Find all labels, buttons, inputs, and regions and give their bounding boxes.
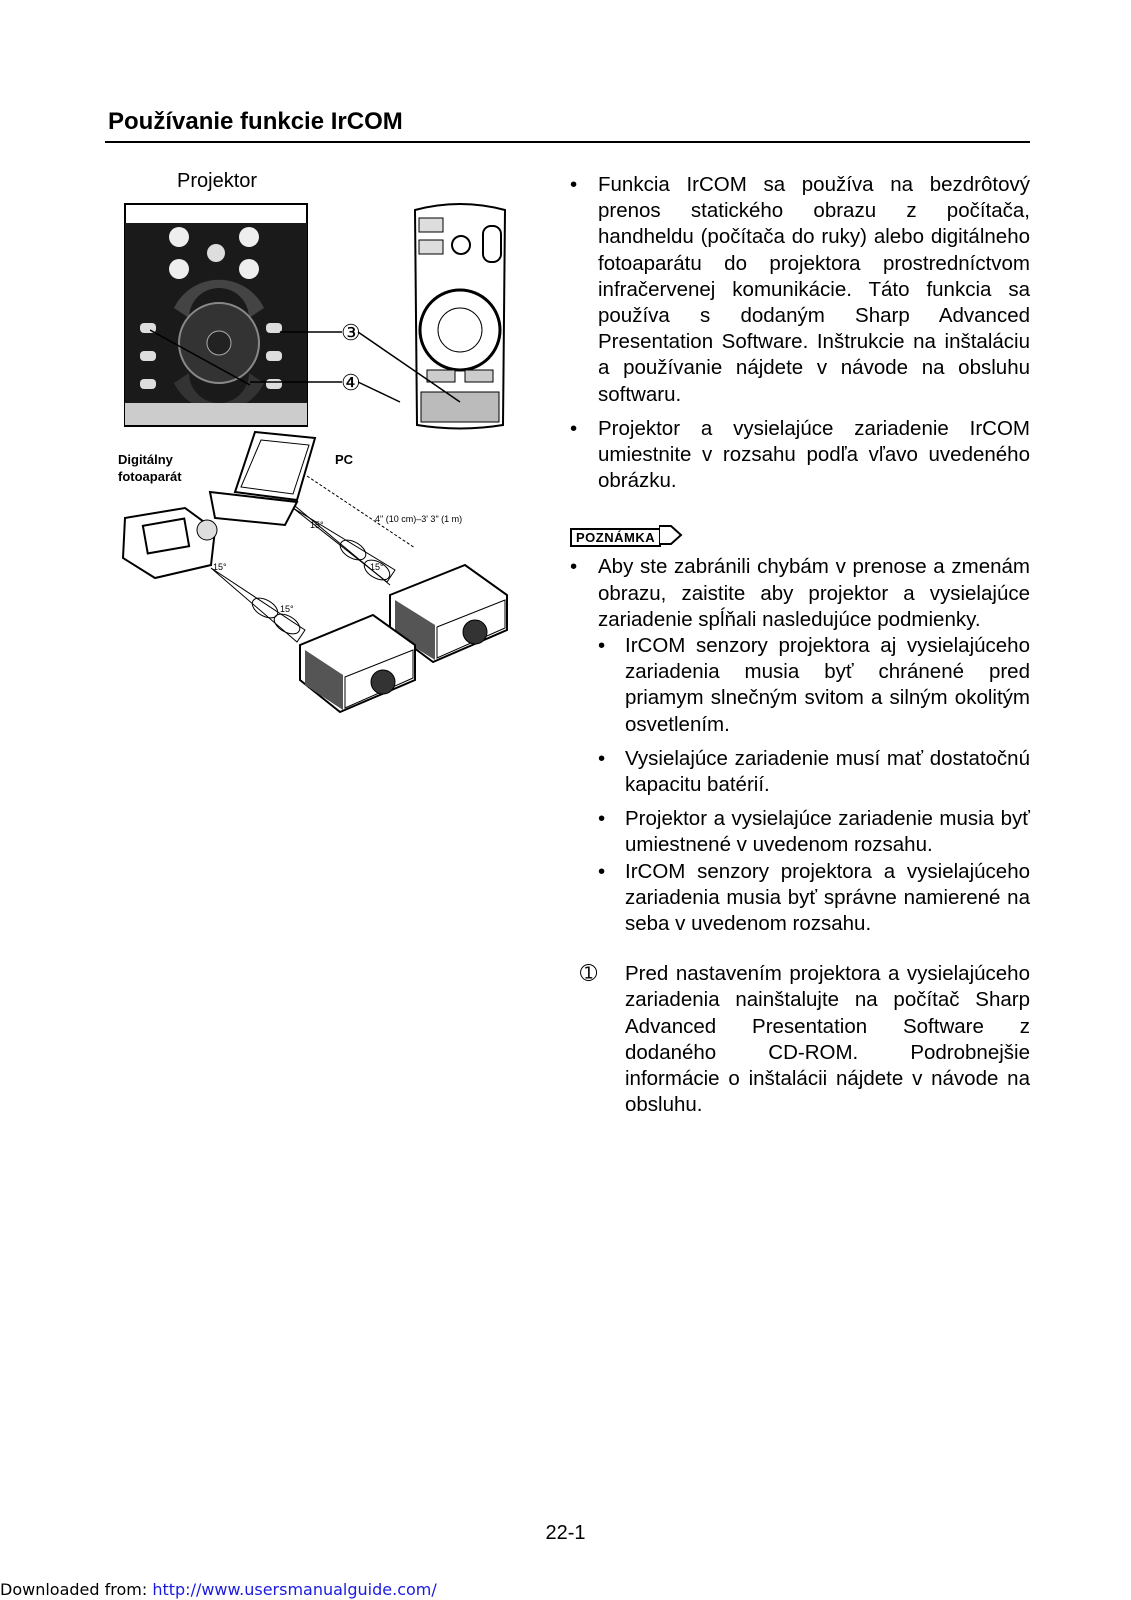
angle-label-1: 15° — [310, 520, 324, 530]
numbered-note — [570, 961, 1030, 1118]
bullet-marker: • — [598, 859, 606, 883]
camera-label-line-1: Digitálny — [118, 452, 173, 467]
bullet-marker: • — [598, 634, 606, 658]
sub-bullet-item — [570, 633, 1030, 738]
note-software-install: Pred nastavením projektora a vysielajúceho zariadenia nainštalujte na počítač Sharp Advanced Presentation Software z dodaného CD-ROM. Podrobnejšie informácie o inštalácii nájdete v návode na obsluhu. — [625, 962, 1030, 1117]
footer-prefix: Downloaded from: — [0, 1580, 153, 1599]
projector-label: Projektor — [177, 170, 258, 192]
page-title: Používanie funkcie IrCOM — [108, 108, 403, 135]
angle-label-2: 15° — [370, 562, 384, 572]
footer-link[interactable]: http://www.usersmanualguide.com/ — [152, 1580, 437, 1599]
bullet-marker: • — [598, 807, 606, 831]
distance-label: 4" (10 cm)–3' 3" (1 m) — [375, 514, 463, 524]
callout-lines — [150, 310, 480, 420]
bullet-item — [570, 416, 1030, 495]
camera-label-line-2: fotoaparát — [118, 469, 182, 484]
sub-bullet-item — [570, 746, 1030, 798]
ircom-setup-illustration — [115, 430, 525, 750]
callout-4: ④ — [341, 370, 361, 395]
paragraph-conditions: Aby ste zabránili chybám v prenose a zmenám obrazu, zaistite aby projektor a vysielajúce zariadenie spĺňali nasledujúce podmienky. — [598, 555, 1030, 631]
sub-bullet-item — [570, 806, 1030, 858]
bullet-marker: • — [570, 173, 578, 196]
condition-range: Projektor a vysielajúce zariadenie musia byť umiestnené v uvedenom rozsahu. — [625, 807, 1030, 857]
bullet-marker: • — [598, 746, 606, 770]
note-number-marker: ➀ — [580, 962, 598, 986]
sub-bullet-item — [570, 859, 1030, 938]
condition-battery: Vysielajúce zariadenie musí mať dostatočnú kapacitu batérií. — [625, 746, 1030, 797]
note-arrow-icon — [659, 525, 789, 545]
angle-label-3: 15° — [213, 562, 227, 572]
condition-aim: IrCOM senzory projektora a vysielajúceho zariadenia musia byť správne namierené na seba v uvedenom rozsahu. — [625, 859, 1030, 936]
page-number: 22-1 — [545, 1522, 586, 1544]
pc-label: PC — [335, 452, 354, 467]
bullet-item — [570, 554, 1030, 633]
download-footer — [0, 1580, 437, 1599]
callout-3: ③ — [341, 320, 361, 345]
title-rule — [105, 141, 1030, 143]
note-label: POZNÁMKA — [570, 528, 661, 547]
paragraph-ircom-intro: Funkcia IrCOM sa používa na bezdrôtový prenos statického obrazu z počítača, handheldu (počítača do ruky) alebo digitálneho fotoaparátu do projektora prostredníctvom infračervenej komunikácie. Táto funkcia sa používa s dodaným Sharp Advanced Presentation Software. Inštrukcie na inštaláciu a používanie nájdete v návode na obsluhu softwaru. — [598, 173, 1030, 406]
text-column — [570, 172, 1030, 1119]
note-badge — [570, 522, 791, 546]
bullet-marker: • — [570, 555, 578, 579]
angle-label-4: 15° — [280, 604, 294, 614]
bullet-item — [570, 172, 1030, 408]
bullet-marker: • — [570, 416, 578, 440]
condition-sensors-light: IrCOM senzory projektora aj vysielajúceho zariadenia musia byť chránené pred priamym slnečným svitom a silným okolitým osvetlením. — [625, 634, 1030, 736]
paragraph-placement: Projektor a vysielajúce zariadenie IrCOM umiestnite v rozsahu podľa vľavo uvedeného obrázku. — [598, 416, 1030, 493]
